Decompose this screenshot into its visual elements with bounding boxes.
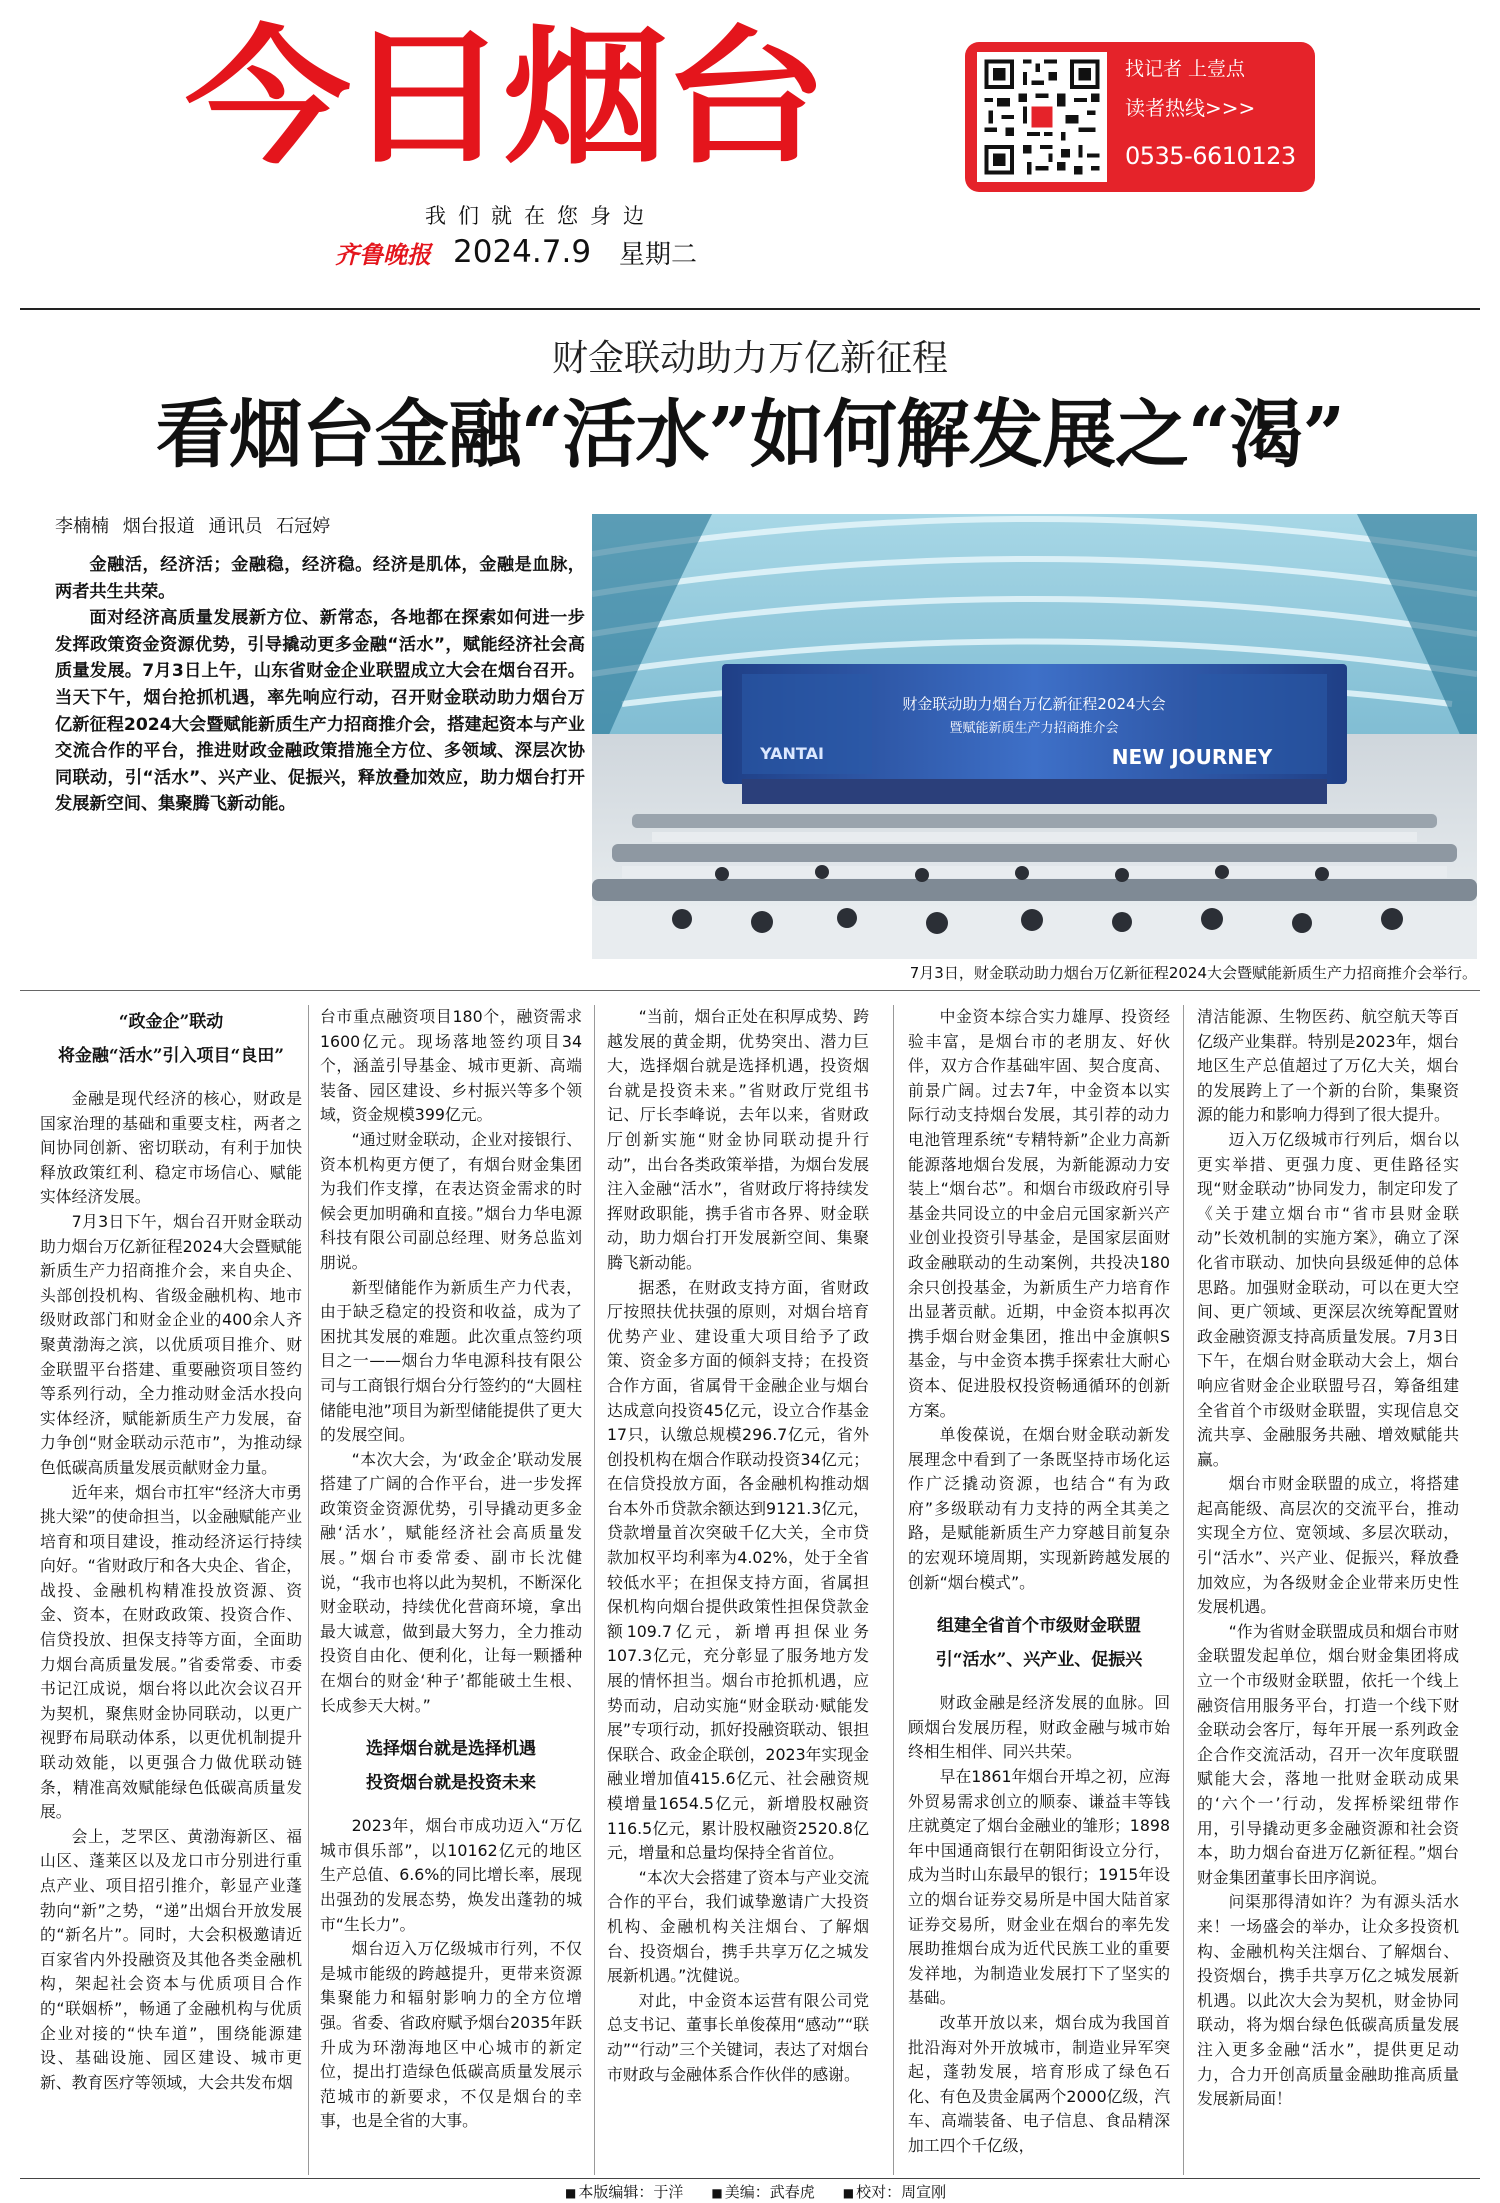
qr-code-graphic [980,55,1104,179]
section-subheading: “政金企”联动 [118,1012,224,1032]
issue-date: 2024.7.9 [453,234,592,270]
body-paragraph: 新型储能作为新质生产力代表，由于缺乏稳定的投资和收益，成为了困扰其发展的难题。此次重点签约项目之一——烟台力华电源科技有限公司与工商银行烟台分行签约的“大圆柱储能电池”项目为新型储能提供了更大的发展空间。 [320,1277,582,1445]
parent-paper-name: 齐鲁晚报 [335,239,431,269]
photo-caption: 7月3日，财金联动助力烟台万亿新征程2024大会暨赋能新质生产力招商推介会举行。 [909,964,1477,982]
conference-hall-illustration [592,514,1477,959]
body-paragraph: 对此，中金资本运营有限公司党总支书记、董事长单俊葆用“感动”“联动”“行动”三个关键词，表达了对烟台市财政与金融体系合作伙伴的感谢。 [607,1990,869,2084]
masthead [0,0,1500,300]
spacer [908,1677,1170,1691]
body-paragraph: “本次大会搭建了资本与产业交流合作的平台，我们诚挚邀请广大投资机构、金融机构关注烟台、了解烟台、投资烟台，携手共享万亿之城发展新机遇。”沈健说。 [607,1867,869,1986]
article-column-4 [908,1005,1170,2185]
credit-editor: ■ 本版编辑：于洋 [565,2183,684,2201]
section-divider [20,990,1480,991]
section-subheading: 引“活水”、兴产业、促振兴 [935,1650,1143,1671]
section-subheading: 投资烟台就是投资未来 [366,1773,536,1794]
newspaper-logo-title: 今日烟台 [185,12,822,184]
screen-new-journey-text: NEW JOURNEY [1111,745,1273,769]
article-column-3 [607,1005,869,2185]
issue-weekday: 星期二 [619,239,698,270]
body-paragraph: 中金资本综合实力雄厚、投资经验丰富，是烟台市的老朋友、好伙伴，双方合作基础牢固、契合度高、前景广阔。过去7年，中金资本以实际行动支持烟台发展，其引荐的动力电池管理系统“专精特新”企业力高新能源落地烟台发展，为新能源动力安装上“烟台芯”。和烟台市级政府引导基金共同设立的中金启元国家新兴产业创业投资引导基金，是国家层面财政金融联动的生动案例，共投决180余只创投基金，为新质生产力培育作出显著贡献。近期，中金资本拟再次携手烟台财金集团，推出中金旗帜S基金，与中金资本携手探索壮大耐心资本、促进股权投资畅通循环的创新方案。 [908,1007,1170,1420]
issue-line [335,232,697,272]
reader-hotline-box [965,42,1315,192]
page-credits [565,2181,946,2202]
body-paragraph: 金融是现代经济的核心，财政是国家治理的基础和重要支柱，两者之间协同创新、密切联动，有利于加快释放政策红利、稳定市场信心、赋能实体经济发展。 [40,1089,302,1207]
spacer [320,1718,582,1732]
body-paragraph: “当前，烟台正处在积厚成势、跨越发展的黄金期，优势突出、潜力巨大，选择烟台就是选择机遇，投资烟台就是投资未来。”省财政厅党组书记、厅长李峰说，去年以来，省财政厅创新实施“财金协同联动提升行动”，出台各类政策举措，为烟台发展注入金融“活水”，省财政厅将持续发挥财政职能，携手省市各界、财金联动，助力烟台打开发展新空间、集聚腾飞新动能。 [607,1007,869,1272]
footer-divider [20,2178,1480,2179]
body-paragraph: 7月3日下午，烟台召开财金联动助力烟台万亿新征程2024大会暨赋能新质生产力招商推介会，来自央企、头部创投机构、省级金融机构、地市级财政部门和财金企业的400余人齐聚黄渤海之滨，以优质项目推介、财金联盟平台搭建、重要融资项目签约等系列行动，全力推动财金活水投向实体经济，赋能新质生产力发展，奋力争创“财金联动示范市”，为推动绿色低碳高质量发展贡献财金力量。 [40,1211,302,1477]
article-kicker: 财金联动助力万亿新征程 [551,338,948,379]
credit-designer: ■ 美编：武春虎 [711,2183,815,2201]
conference-photo [592,514,1477,959]
body-paragraph: 早在1861年烟台开埠之初，应海外贸易需求创立的顺泰、谦益丰等钱庄就奠定了烟台金融业的雏形；1898年中国通商银行在朝阳街设立分行，成为当时山东最早的银行；1915年设立的烟台证券交易所是中国大陆首家证券交易所，财金业在烟台的率先发展助推烟台成为近代民族工业的重要发祥地，为制造业发展打下了坚实的基础。 [908,1767,1170,2008]
section-subheading: 组建全省首个市级财金联盟 [937,1616,1141,1637]
article-column-2 [320,1005,582,2185]
hotline-label: 读者热线>>> [1125,96,1256,120]
credit-proofreader: ■ 校对：周宣刚 [842,2183,947,2201]
article-lead [55,552,585,972]
body-paragraph: 单俊葆说，在烟台财金联动新发展理念中看到了一条既坚持市场化运作广泛撬动资源，也结合“有为政府”多级联动有力支持的两全其美之路，是赋能新质生产力穿越目前复杂的宏观环境周期，实现新跨越发展的创新“烟台模式”。 [908,1425,1170,1592]
screen-banner-title: 财金联动助力烟台万亿新征程2024大会 [902,695,1166,713]
column-divider [893,1005,894,2175]
spacer [320,1800,582,1814]
body-paragraph: 财政金融是经济发展的血脉。回顾烟台发展历程，财政金融与城市始终相生相伴、同兴共荣。 [908,1693,1170,1762]
body-paragraph: 烟台迈入万亿级城市行列，不仅是城市能级的跨越提升，更带来资源集聚能力和辐射影响力的全方位增强。省委、省政府赋予烟台2035年跃升成为环渤海地区中心城市的新定位，提出打造绿色低碳高质量发展示范城市的新要求，不仅是烟台的幸事，也是全省的大事。 [320,1939,582,2131]
column-divider [1183,1005,1184,2175]
spacer [40,1073,302,1087]
hotline-phone-number: 0535-6610123 [1125,142,1296,170]
column-divider [308,1005,309,2175]
article-headline: 看烟台金融“活水”如何解发展之“渴” [155,392,1345,478]
body-paragraph: “作为省财金联盟成员和烟台市财金联盟发起单位，烟台财金集团将成立一个市级财金联盟，依托一个线上融资信用服务平台，打造一个线下财金联动会客厅，每年开展一系列政金企合作交流活动，召开一次年度联盟赋能大会，落地一批财金联动成果的‘六个一’行动，发挥桥梁纽带作用，引导撬动更多金融资源和社会资本，助力烟台奋进万亿新征程。”烟台财金集团董事长田序润说。 [1197,1621,1459,1887]
masthead-divider [20,308,1480,310]
body-paragraph: 会上，芝罘区、黄渤海新区、福山区、蓬莱区以及龙口市分别进行重点产业、项目招引推介，彰显产业蓬勃向“新”之势，“递”出烟台开放发展的“新名片”。同时，大会积极邀请近百家省内外投融资及其他各类金融机构，架起社会资本与优质项目合作的“联姻桥”，畅通了金融机构与优质企业对接的“快车道”，围绕能源建设、基础设施、园区建设、城市更新、教育医疗等领域，大会共发布烟 [40,1826,302,2092]
lead-paragraph: 金融活，经济活；金融稳，经济稳。经济是肌体，金融是血脉，两者共生共荣。 [55,555,585,602]
body-paragraph: 清洁能源、生物医药、航空航天等百亿级产业集群。特别是2023年，烟台地区生产总值超过了万亿大关，烟台的发展跨上了一个新的台阶，集聚资源的能力和影响力得到了很大提升。 [1197,1007,1459,1125]
article-column-1 [40,1005,302,2185]
body-paragraph: “通过财金联动，企业对接银行、资本机构更方便了，有烟台财金集团为我们作支撑，在表达资金需求的时候会更加明确和直接。”烟台力华电源科技有限公司副总经理、财务总监刘朋说。 [320,1129,582,1272]
body-paragraph: 问渠那得清如许？为有源头活水来！一场盛会的举办，让众多投资机构、金融机构关注烟台、了解烟台、投资烟台，携手共享万亿之城发展新机遇。以此次大会为契机，财金协同联动，将为烟台绿色低碳高质量发展注入更多金融“活水”，提供更足动力，合力开创高质量金融助推高质量发展新局面！ [1197,1892,1459,2109]
qr-code-icon[interactable] [977,52,1107,182]
body-paragraph: 迈入万亿级城市行列后，烟台以更实举措、更强力度、更佳路径实现“财金联动”协同发力，制定印发了《关于建立烟台市“省市县财金联动”长效机制的实施方案》，确立了深化省市联动、加快向县级延伸的总体思路。加强财金联动，可以在更大空间、更广领域、更深层次统筹配置财政金融资源支持高质量发展。7月3日下午，在烟台财金联动大会上，烟台响应省财金企业联盟号召，筹备组建全省首个市级财金联盟，实现信息交流共享、金融服务共融、增效赋能共赢。 [1197,1129,1459,1469]
body-paragraph: 改革开放以来，烟台成为我国首批沿海对外开放城市，制造业异军突起，蓬勃发展，培育形成了绿色石化、有色及贵金属两个2000亿级，汽车、高端装备、电子信息、食品精深加工四个千亿级， [908,2012,1170,2155]
column-divider [594,1005,595,2175]
article-byline: 李楠楠 烟台报道 通讯员 石冠婷 [55,516,331,537]
body-paragraph: “本次大会，为‘政金企’联动发展搭建了广阔的合作平台，进一步发挥政策资金资源优势，引导撬动更多金融‘活水’，赋能经济社会高质量发展。”烟台市委常委、副市长沈健说，“我市也将以此为契机，不断深化财金联动，持续优化营商环境，拿出最大诚意，做到最大努力，全力推动投资自由化、便利化，让每一颗播种在烟台的财金‘种子’都能破土生根、长成参天大树。” [320,1449,582,1715]
body-paragraph: 近年来，烟台市扛牢“经济大市勇挑大梁”的使命担当，以金融赋能产业培育和项目建设，推动经济运行持续向好。“省财政厅和各大央企、省企，战投、金融机构精准投放资源、资金、资本，在财政政策、投资合作、信贷投放、担保支持等方面，全面助力烟台高质量发展。”省委常委、市委书记江成说，烟台将以此次会议召开为契机，聚焦财金协同联动，以更广视野布局联动体系，以更优机制提升联动效能，以更强合力做优联动链条，精准高效赋能绿色低碳高质量发展。 [40,1482,302,1822]
body-paragraph: 烟台市财金联盟的成立，将搭建起高能级、高层次的交流平台，推动实现全方位、宽领域、多层次联动，引“活水”、兴产业、促振兴，释放叠加效应，为各级财金企业带来历史性发展机遇。 [1197,1474,1459,1617]
screen-banner-subtitle: 暨赋能新质生产力招商推介会 [949,721,1119,736]
masthead-slogan: 我们就在您身边 [425,204,656,228]
screen-yantai-text: YANTAI [760,744,824,763]
hotline-slogan: 找记者 上壹点 [1125,58,1246,80]
lead-paragraph: 面对经济高质量发展新方位、新常态，各地都在探索如何进一步发挥政策资金资源优势，引导撬动更多金融“活水”，赋能经济社会高质量发展。7月3日上午，山东省财金企业联盟成立大会在烟台召开。当天下午，烟台抢抓机遇，率先响应行动，召开财金联动助力烟台万亿新征程2024大会暨赋能新质生产力招商推介会，搭建起资本与产业交流合作的平台，推进财政金融政策措施全方位、多领域、深层次协同联动，引“活水”、兴产业、促振兴，释放叠加效应，助力烟台打开发展新空间、集聚腾飞新动能。 [55,608,585,815]
body-paragraph: 据悉，在财政支持方面，省财政厅按照扶优扶强的原则，对烟台培育优势产业、建设重大项目给予了政策、资金多方面的倾斜支持；在投资合作方面，省属骨干金融企业与烟台达成意向投资45亿元，设立合作基金17只，认缴总规模296.7亿元，省外创投机构在烟合作联动投资34亿元；在信贷投放方面，各金融机构推动烟台本外币贷款余额达到9121.3亿元，贷款增量首次突破千亿大关，全市贷款加权平均利率为4.02%，处于全省较低水平；在担保支持方面，省属担保机构向烟台提供政策性担保贷款金额109.7亿元，新增再担保业务107.3亿元，充分彰显了服务地方发展的情怀担当。烟台市抢抓机遇，应势而动，启动实施“财金联动·赋能发展”专项行动，抓好投融资联动、银担保联合、政金企联创，2023年实现金融业增加值415.6亿元、社会融资规模增量1654.5亿元，新增股权融资116.5亿元，累计股权融资2520.8亿元，增量和总量均保持全省首位。 [607,1277,869,1863]
body-paragraph: 台市重点融资项目180个，融资需求1600亿元。现场落地签约项目34个，涵盖引导基金、城市更新、高端装备、园区建设、乡村振兴等多个领域，资金规模399亿元。 [320,1007,582,1125]
body-paragraph: 2023年，烟台市成功迈入“万亿城市俱乐部”，以10162亿元的地区生产总值、6.6%的同比增长率，展现出强劲的发展态势，焕发出蓬勃的城市“生长力”。 [320,1816,582,1934]
spacer [908,1595,1170,1609]
article-column-5 [1197,1005,1459,2185]
section-subheading: 将金融“活水”引入项目“良田” [57,1046,285,1066]
section-subheading: 选择烟台就是选择机遇 [366,1739,536,1760]
